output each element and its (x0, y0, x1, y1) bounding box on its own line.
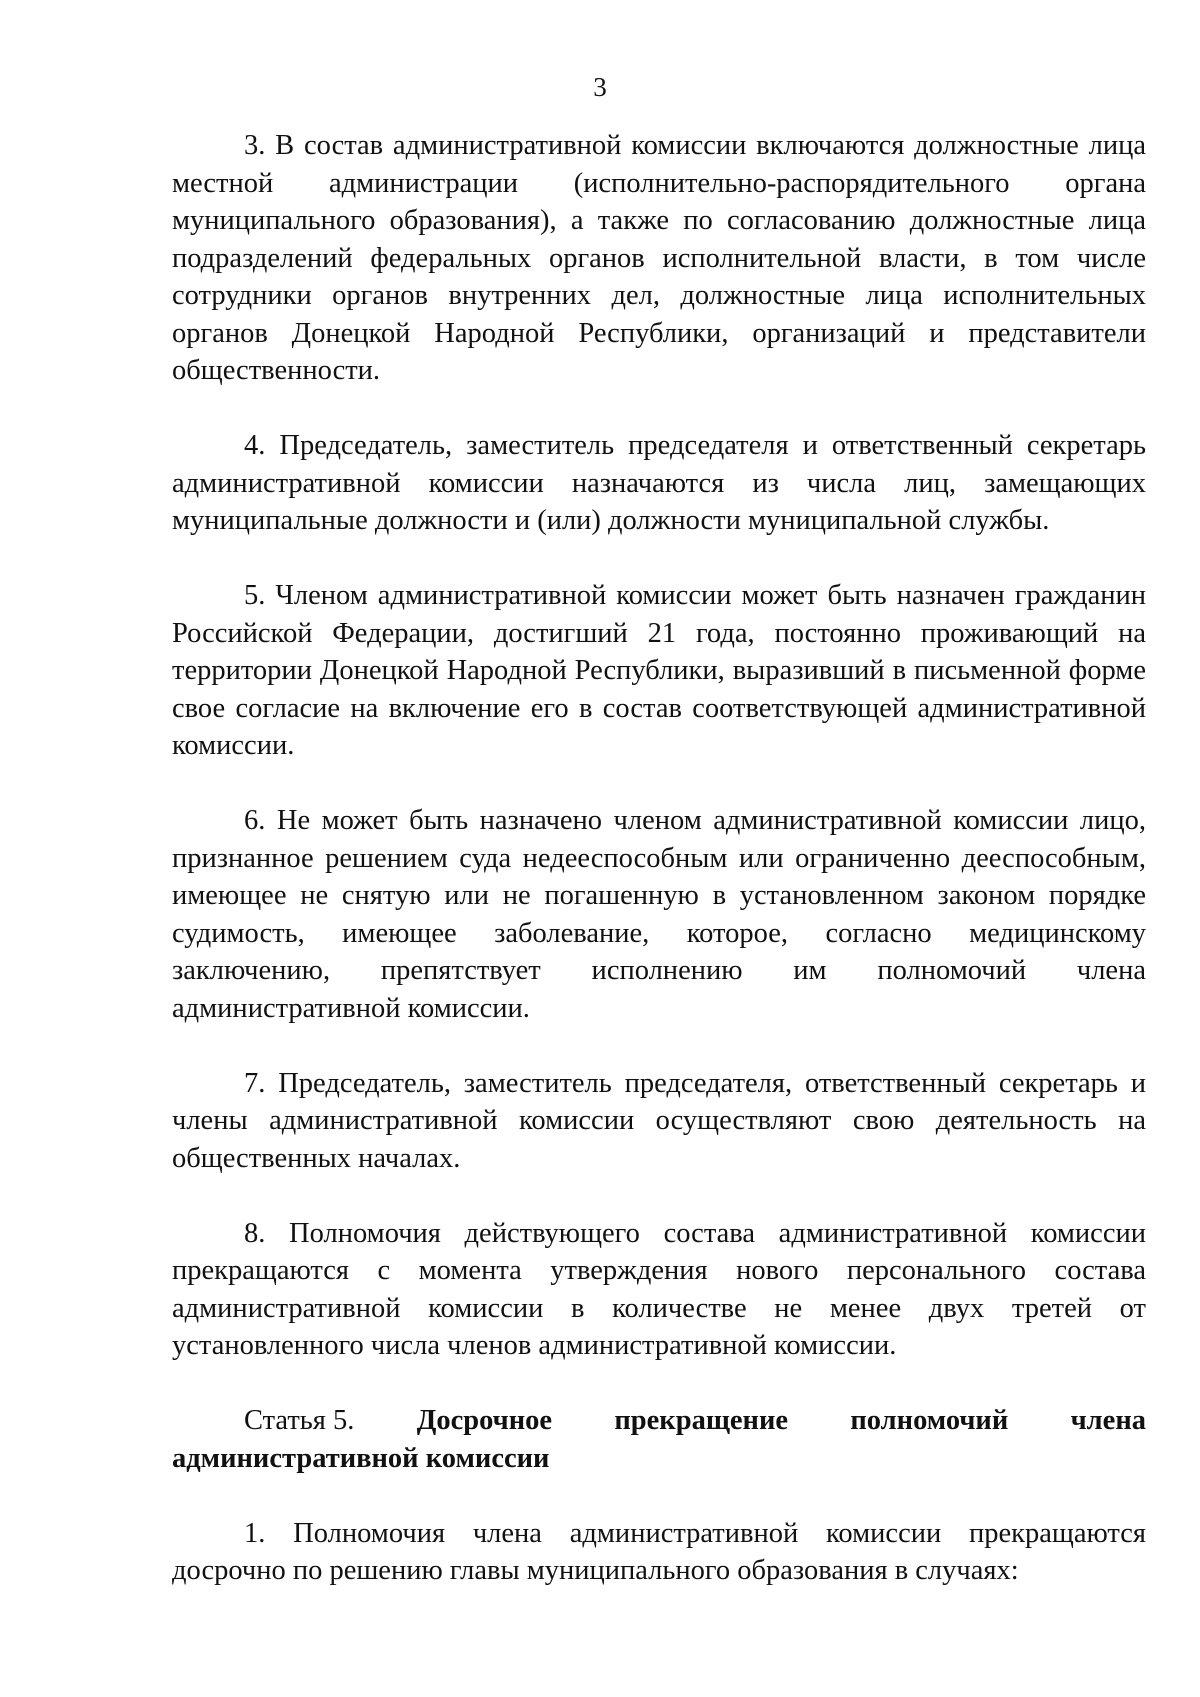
document-body (172, 127, 1146, 1590)
article-5-heading-line-1 (172, 1402, 1146, 1440)
article-5-paragraph-1: 1. Полномочия члена административной комиссии прекращаются досрочно по решению главы муниципального образования в случаях: (172, 1517, 1146, 1586)
article-5-title-word-3: полномочий (850, 1405, 1009, 1436)
paragraph-spacer (172, 1177, 1146, 1215)
paragraph-5: 5. Членом административной комиссии может быть назначен гражданин Российской Федерации, достигший 21 года, постоянно проживающий на территории Донецкой Народной Республики, выразивший в письменной форме свое согласие на включение его в состав соответствующей административной комиссии. (172, 580, 1146, 761)
article-5-title-word-2: прекращение (614, 1405, 789, 1436)
paragraph-6: 6. Не может быть назначено членом административной комиссии лицо, признанное решением суда недееспособным или ограниченно дееспособным, имеющее не снятую или не погашенную в установленном законом порядке судимость, имеющее заболевание, которое, согласно медицинскому заключению, препятствует исполнению им полномочий члена административной комиссии. (172, 805, 1146, 1024)
article-5-heading-line-2: административной комиссии (172, 1442, 550, 1474)
paragraph-3: 3. В состав административной комиссии включаются должностные лица местной администрации (исполнительно-распорядительного органа муниципального образования), а также по согласованию должностные лица подразделений федеральных органов исполнительной власти, в том числе сотрудники органов внутренних дел, должностные лица исполнительных органов Донецкой Народной Республики, организаций и представители общественности. (172, 130, 1146, 386)
paragraph-4: 4. Председатель, заместитель председателя и ответственный секретарь административной комиссии назначаются из числа лиц, замещающих муниципальные должности и (или) должности муниципальной службы. (172, 430, 1146, 536)
paragraph-8: 8. Полномочия действующего состава административной комиссии прекращаются с момента утверждения нового персонального состава административной комиссии в количестве не менее двух третей от установленного числа членов административной комиссии. (172, 1217, 1146, 1361)
article-5-heading (172, 1402, 1146, 1477)
paragraph-spacer (172, 390, 1146, 428)
page-number: 3 (593, 72, 607, 102)
paragraph-spacer (172, 1365, 1146, 1403)
paragraph-spacer (172, 1477, 1146, 1515)
paragraph-spacer (172, 540, 1146, 578)
article-5-label: Статья 5. (244, 1405, 355, 1436)
article-5-title-word-1: Досрочное (416, 1405, 553, 1436)
paragraph-7: 7. Председатель, заместитель председателя, ответственный секретарь и члены административной комиссии осуществляют свою деятельность на общественных началах. (172, 1067, 1146, 1174)
paragraph-spacer (172, 765, 1146, 803)
paragraph-spacer (172, 1027, 1146, 1065)
article-5-title-word-4: члена (1070, 1405, 1146, 1436)
